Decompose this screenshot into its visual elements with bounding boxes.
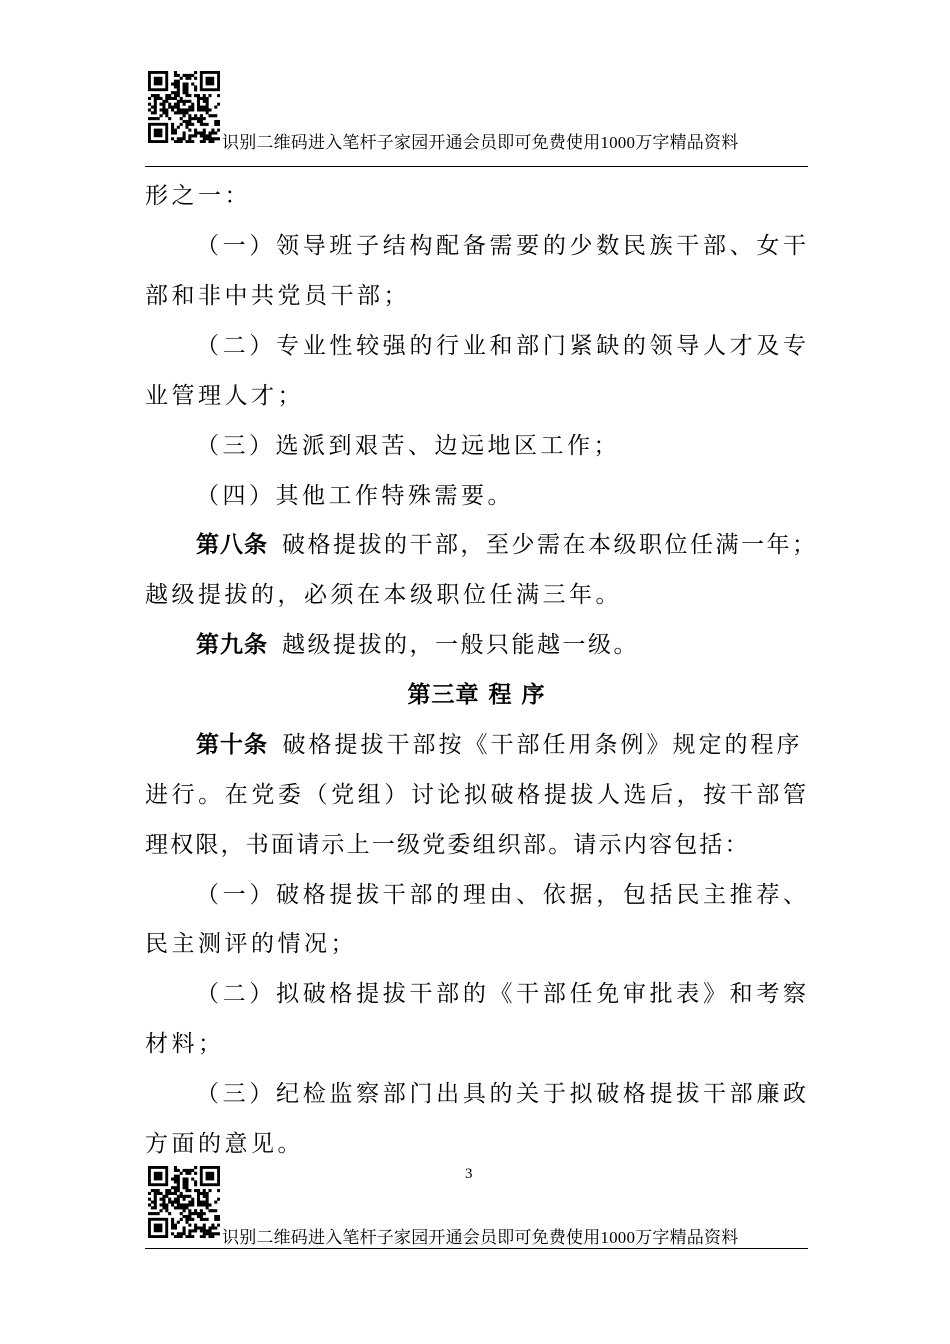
text-line: （三）纪检监察部门出具的关于拟破格提拔干部廉政 bbox=[196, 1081, 808, 1107]
article-8-line bbox=[196, 530, 818, 560]
qr-pattern bbox=[148, 1166, 220, 1238]
article-10-title: 第十条 bbox=[196, 731, 268, 758]
text-line: （二）专业性较强的行业和部门紧缺的领导人才及专 bbox=[196, 333, 808, 359]
text-line: 越级提拔的，必须在本级职位任满三年。 bbox=[145, 582, 622, 608]
article-9-text: 越级提拔的，一般只能越一级。 bbox=[282, 632, 639, 658]
header-rule bbox=[145, 166, 808, 167]
text-line: （二）拟破格提拔干部的《干部任免审批表》和考察 bbox=[196, 981, 808, 1007]
text-line: 方面的意见。 bbox=[145, 1131, 304, 1157]
text-line: 民主测评的情况； bbox=[145, 931, 357, 957]
text-line: 形之一： bbox=[145, 183, 251, 209]
article-9-line bbox=[196, 630, 808, 660]
text-line: （一）领导班子结构配备需要的少数民族干部、女干 bbox=[196, 233, 808, 259]
footer-notice: 识别二维码进入笔杆子家园开通会员即可免费使用1000万字精品资料 bbox=[222, 1228, 739, 1247]
article-10-line bbox=[196, 730, 808, 760]
qr-code-footer bbox=[148, 1166, 220, 1238]
article-8-text: 破格提拔的干部，至少需在本级职位任满一年； bbox=[282, 532, 818, 558]
text-line: 部和非中共党员干部； bbox=[145, 283, 410, 309]
qr-code-header bbox=[148, 71, 220, 143]
text-line: （四）其他工作特殊需要。 bbox=[196, 483, 514, 509]
page-number: 3 bbox=[465, 1166, 473, 1182]
qr-pattern bbox=[148, 71, 220, 143]
text-line: （三）选派到艰苦、边远地区工作； bbox=[196, 433, 620, 459]
chapter-heading: 第三章 程 序 bbox=[407, 681, 546, 708]
article-9-title: 第九条 bbox=[196, 631, 268, 658]
text-line: 进行。在党委（党组）讨论拟破格提拔人选后，按干部管 bbox=[145, 782, 808, 808]
text-line: 理权限，书面请示上一级党委组织部。请示内容包括： bbox=[145, 832, 750, 858]
footer-rule bbox=[145, 1248, 808, 1249]
article-8-title: 第八条 bbox=[196, 531, 268, 558]
article-10-text: 破格提拔干部按《干部任用条例》规定的程序 bbox=[282, 732, 803, 758]
text-line: 业管理人才； bbox=[145, 383, 304, 409]
header-notice: 识别二维码进入笔杆子家园开通会员即可免费使用1000万字精品资料 bbox=[222, 133, 739, 152]
text-line: 材料； bbox=[145, 1031, 225, 1057]
text-line: （一）破格提拔干部的理由、依据，包括民主推荐、 bbox=[196, 882, 808, 908]
